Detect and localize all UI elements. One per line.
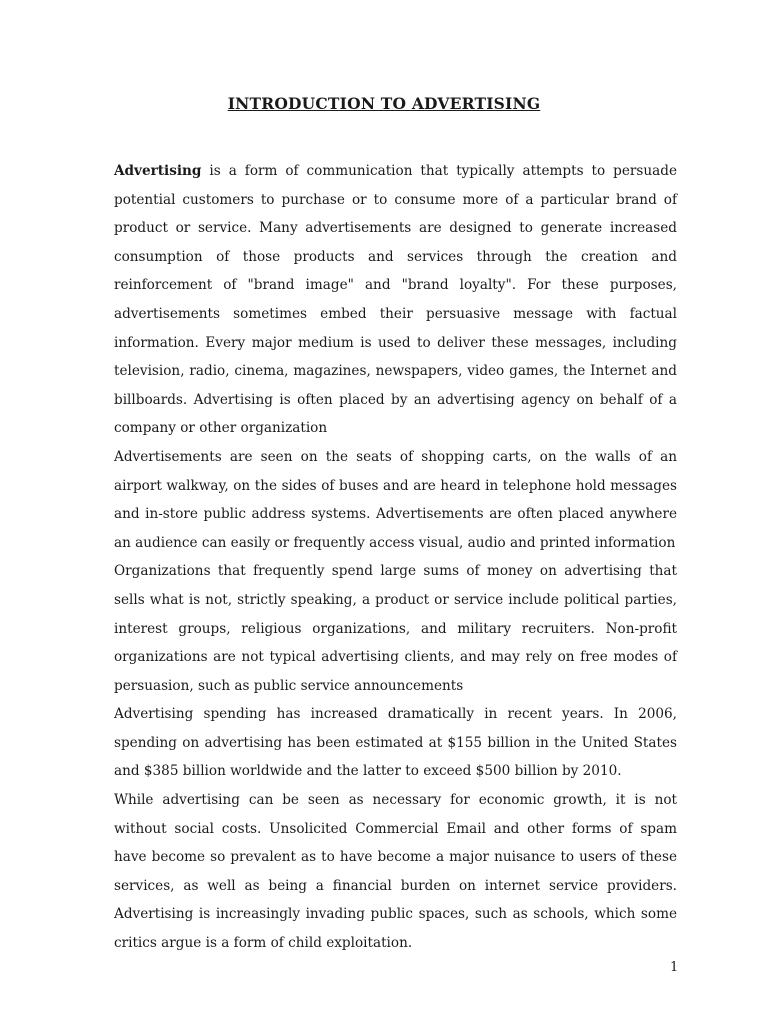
document-title: INTRODUCTION TO ADVERTISING [227,94,541,113]
lead-word: Advertising [114,163,202,179]
paragraph-spending: Advertising spending has increased dramatically in recent years. In 2006, spending on advertising has been estimated at $155 billion in the United States and $385 billion worldwide and the latter to exceed $500 billion by 2010. [114,706,677,780]
paragraph-text: is a form of communication that typically attempts to persuade potential customers to purchase or to consume more of a particular brand of product or service. Many advertisements are designed to generate increased consumption of those products and services through the creation and reinforcement of "brand image" and "brand loyalty". For these purposes, advertisements sometimes embed their persuasive message with factual information. Every major medium is used to deliver these messages, including television, radio, cinema, magazines, newspapers, video games, the Internet and billboards. Advertising is often placed by an advertising agency on behalf of a company or other organization [114,163,677,437]
document-body [114,157,677,958]
paragraph-definition [114,157,677,443]
paragraph-social-costs: While advertising can be seen as necessary for economic growth, it is not without social costs. Unsolicited Commercial Email and other forms of spam have become so prevalent as to have become a major nuisance to users of these services, as well as being a financial burden on internet service providers. Advertising is increasingly invading public spaces, such as schools, which some critics argue is a form of child exploitation. [114,792,677,952]
page-number: 1 [670,960,679,975]
paragraph-placement: Advertisements are seen on the seats of shopping carts, on the walls of an airport walkway, on the sides of buses and are heard in telephone hold messages and in-store public address systems. Advertisements are often placed anywhere an audience can easily or frequently access visual, audio and printed information [114,448,677,551]
paragraph-organizations: Organizations that frequently spend large sums of money on advertising that sells what is not, strictly speaking, a product or service include political parties, interest groups, religious organizations, and military recruiters. Non-profit organizations are not typical advertising clients, and may rely on free modes of persuasion, such as public service announcements [114,563,677,694]
